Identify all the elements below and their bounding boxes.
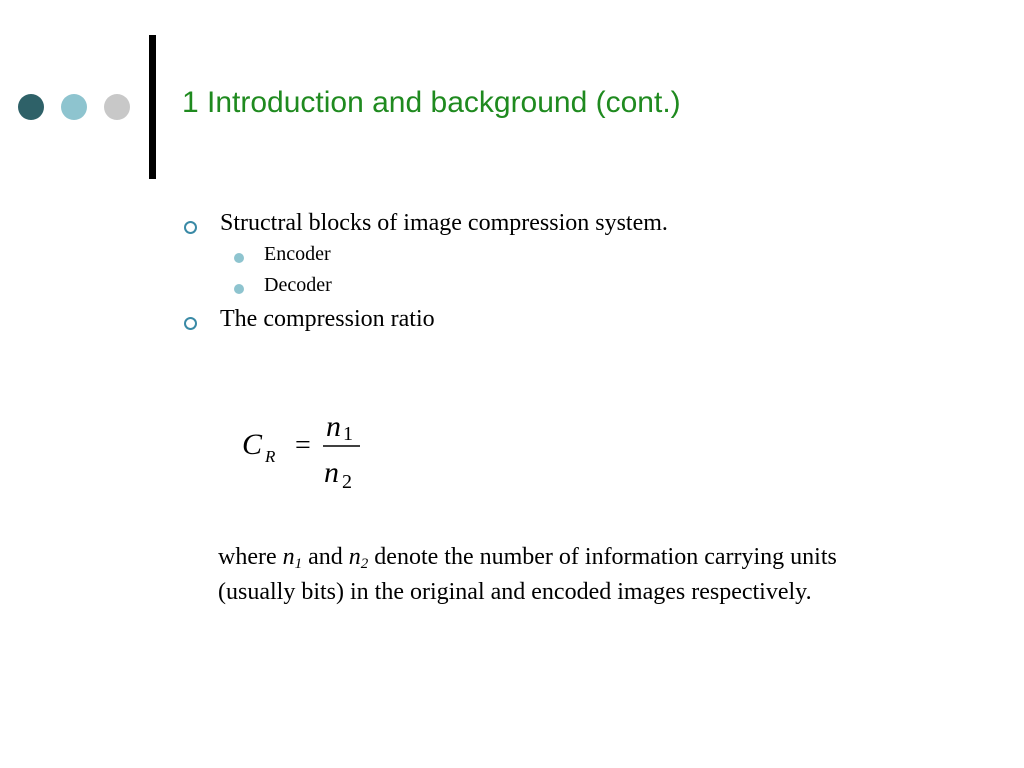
bullet-ring-icon: [184, 221, 197, 234]
formula-explanation: [218, 543, 908, 606]
formula-numerator: n: [326, 410, 341, 443]
sub-bullet-decoder: Decoder: [264, 274, 332, 296]
note-n2-sub: 2: [360, 556, 369, 572]
bullet-structural-blocks: Structral blocks of image compression system.: [220, 210, 668, 236]
bullet-ring-icon: [184, 317, 197, 330]
compression-ratio-formula: [230, 404, 380, 504]
title-divider: [149, 35, 156, 179]
decor-dot-gray: [104, 94, 130, 120]
formula-lhs: C: [242, 428, 263, 461]
note-n2: n: [348, 544, 361, 570]
bullet-compression-ratio: The compression ratio: [220, 306, 435, 332]
note-n1: n: [282, 544, 295, 570]
slide-title: 1 Introduction and background (cont.): [182, 86, 681, 119]
bullet-dot-icon: [234, 253, 244, 263]
formula-denominator: n: [324, 456, 339, 489]
note-n1-sub: 1: [294, 556, 303, 572]
sub-bullet-encoder: Encoder: [264, 243, 331, 265]
decor-dot-dark: [18, 94, 44, 120]
formula-lhs-sub: R: [265, 447, 276, 466]
bullet-dot-icon: [234, 284, 244, 294]
formula-denominator-sub: 2: [342, 471, 352, 493]
decor-dot-teal: [61, 94, 87, 120]
formula-equals: =: [295, 430, 311, 461]
note-where: where: [218, 544, 283, 570]
formula-numerator-sub: 1: [343, 423, 353, 445]
note-rest: denote the number of information carrying units (usually bits) in the original and encoded images respectively.: [218, 544, 837, 605]
note-and: and: [302, 544, 349, 570]
